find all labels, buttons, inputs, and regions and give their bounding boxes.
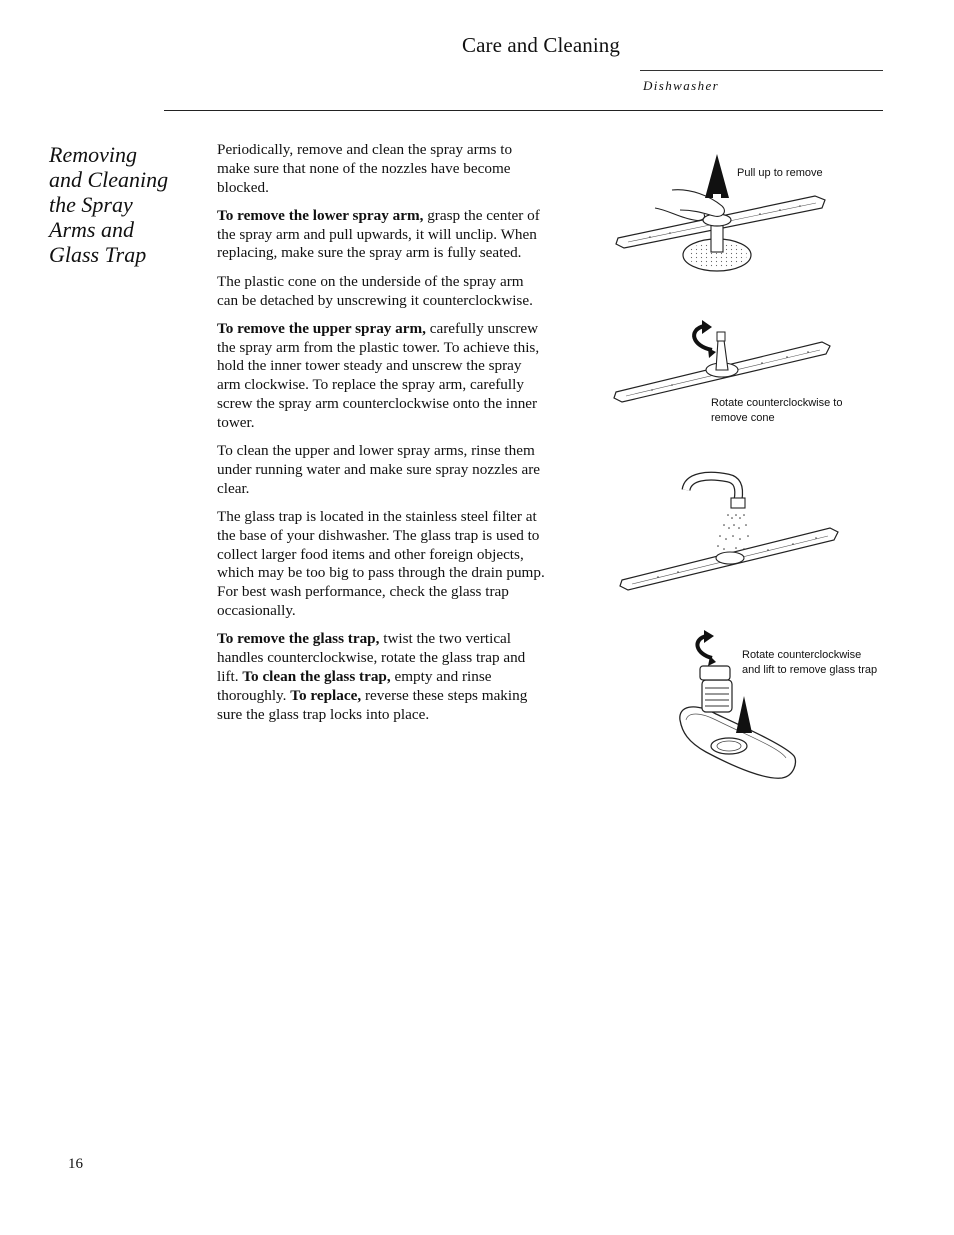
upper-arm-lead: To remove the upper spray arm, [217,319,426,337]
section-heading-line: Glass Trap [49,242,147,267]
paragraph-cone: The plastic cone on the underside of the spray arm can be detached by unscrewing it counterclockwise. [217,272,533,309]
caption-line: Rotate counterclockwise [742,649,862,661]
paragraph-lower-arm [217,207,547,263]
upper-spray-arm-illustration [612,318,837,408]
remove-trap-lead: To remove the glass trap, [217,630,380,648]
caption-line: remove cone [711,412,775,424]
section-heading-line: and Cleaning [49,167,169,192]
clean-trap-lead: To clean the glass trap, [242,667,391,685]
lower-arm-lead: To remove the lower spray arm, [217,206,424,224]
section-heading-line: the Spray [49,192,133,217]
caption-line: Rotate counterclockwise to [711,397,843,409]
header-divider-long [164,110,883,111]
paragraph-glass-trap: The glass trap is located in the stainless steel filter at the base of your dishwasher. The glass trap is used to collect larger food items and other foreign objects, which may be too big to pass through the drain pump. For best wash performance, check the glass trap occasionally. [217,508,545,620]
page-header-title: Care and Cleaning [462,33,620,57]
paragraph-remove-trap [217,630,547,724]
upper-arm-text: carefully unscrew the spray arm from the plastic tower. To achieve this, hold the inner tower steady and unscrew the spray arm clockwise. To replace the spray arm, carefully screw the spray arm counterclockwise onto the inner tower. [217,319,540,431]
section-heading [49,142,189,267]
paragraph-rinse: To clean the upper and lower spray arms, rinse them under running water and make sure spray nozzles are clear. [217,442,541,497]
replace-trap-text: reverse these steps making sure the glass trap locks into place. [217,686,528,723]
replace-trap-lead: To replace, [290,686,362,704]
rinse-spray-arm-illustration [618,470,843,595]
section-heading-line: Arms and [49,217,134,242]
clean-trap-text: empty and rinse thoroughly. [217,667,492,704]
header-divider-short [640,70,883,71]
figure-caption-glass-trap [742,648,877,678]
remove-trap-text: twist the two vertical handles counterclockwise, rotate the glass trap and lift. [217,630,526,685]
page-header-subtitle: Dishwasher [643,78,720,93]
figure-caption-pull-up: Pull up to remove [737,167,823,179]
body-text-column [217,141,547,734]
paragraph-upper-arm [217,320,547,433]
figure-caption-rotate-cone [711,396,842,426]
caption-line: and lift to remove glass trap [742,664,878,676]
lower-arm-text: grasp the center of the spray arm and pull upwards, it will unclip. When replacing, make sure the spray arm is fully seated. [217,206,540,262]
paragraph-intro: Periodically, remove and clean the spray arms to make sure that none of the nozzles have become blocked. [217,141,513,196]
section-heading-line: Removing [49,142,137,167]
page-number: 16 [68,1156,83,1172]
